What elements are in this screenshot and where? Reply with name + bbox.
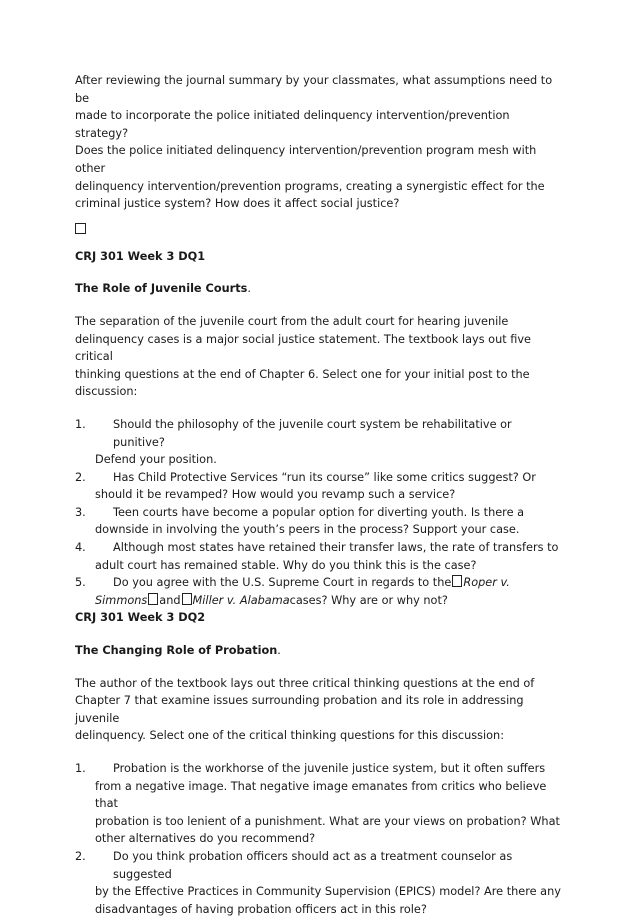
dq1-title: [75, 280, 565, 298]
item-number: 2.: [75, 849, 86, 863]
dq2-question-list: [75, 760, 565, 918]
item-text: probation is too lenient of a punishment. What are your views on probation? What: [95, 814, 560, 828]
item-number: 2.: [75, 470, 86, 484]
item-number: 3.: [75, 505, 86, 519]
dq1-title-period: .: [247, 282, 251, 296]
dq2-title-text: The Changing Role of Probation: [75, 644, 278, 658]
dq2-desc-line: delinquency. Select one of the critical thinking questions for this discussion:: [75, 729, 505, 743]
dq1-heading: CRJ 301 Week 3 DQ1: [75, 249, 206, 263]
dq2-description: [75, 675, 565, 745]
item-text: downside in involving the youth’s peers in the process? Support your case.: [95, 523, 520, 537]
item-number: 4.: [75, 541, 86, 555]
dq2-desc-line: Chapter 7 that examine issues surrounding probation and its role in addressing juvenile: [75, 694, 524, 725]
item-text: Although most states have retained their transfer laws, the rate of transfers to: [113, 541, 559, 555]
intro-paragraph: [75, 72, 565, 213]
item-number: 5.: [75, 576, 86, 590]
dq1-desc-line: delinquency cases is a major social justice statement. The textbook lays out five critical: [75, 332, 532, 364]
intro-line: After reviewing the journal summary by your classmates, what assumptions need to be: [75, 74, 553, 105]
item-text: Defend your position.: [95, 453, 217, 467]
intro-line: made to incorporate the police initiated delinquency intervention/prevention strategy?: [75, 109, 510, 140]
intro-line: criminal justice system? How does it affect social justice?: [75, 197, 400, 211]
item-text: Probation is the workhorse of the juvenile justice system, but it often suffers: [113, 762, 546, 775]
item-text: disadvantages of having probation officers act in this role?: [95, 902, 427, 916]
item-text: Teen courts have become a popular option for diverting youth. Is there a: [113, 505, 525, 519]
dq1-desc-line: The separation of the juvenile court from the adult court for hearing juvenile: [75, 314, 509, 328]
intro-line: Does the police initiated delinquency intervention/prevention program mesh with other: [75, 144, 537, 175]
dq2-heading: CRJ 301 Week 3 DQ2: [75, 611, 206, 625]
document-page: [75, 72, 565, 918]
missing-glyph-box-icon: [452, 575, 462, 587]
dq1-title-text: The Role of Juvenile Courts: [75, 282, 248, 296]
list-item: [75, 469, 565, 504]
case-roper-cont: Simmons: [95, 593, 148, 607]
list-item: [75, 848, 565, 918]
item-text: should it be revamped? How would you revamp such a service?: [95, 488, 456, 502]
list-item: [75, 539, 565, 574]
dq1-desc-line: thinking questions at the end of Chapter 6. Select one for your initial post to the: [75, 367, 530, 381]
item-number: 1.: [75, 762, 86, 775]
item-text: other alternatives do you recommend?: [95, 832, 316, 846]
dq2-title: [75, 642, 565, 660]
dq1-desc-line: discussion:: [75, 385, 138, 399]
missing-glyph-box-icon: [75, 221, 565, 248]
missing-glyph-box-icon: [182, 593, 192, 605]
item-text: Should the philosophy of the juvenile court system be rehabilitative or punitive?: [113, 417, 512, 449]
item-text: Do you think probation officers should act as a treatment counselor as suggested: [113, 849, 513, 881]
dq2-desc-line: The author of the textbook lays out three critical thinking questions at the end of: [75, 676, 535, 690]
list-item: [75, 760, 565, 848]
list-item: [75, 416, 565, 469]
item5-end: cases? Why are or why not?: [289, 593, 448, 607]
dq1-question-list: [75, 416, 565, 610]
item-text: adult court has remained stable. Why do you think this is the case?: [95, 558, 477, 572]
missing-glyph-box-icon: [148, 593, 158, 605]
item-text: by the Effective Practices in Community Supervision (EPICS) model? Are there any: [95, 885, 561, 899]
case-roper: Roper v.: [463, 576, 510, 590]
list-item: [75, 574, 565, 609]
item-number: 1.: [75, 417, 86, 431]
item5-text: Do you agree with the U.S. Supreme Court in regards to the: [113, 576, 452, 590]
item-text: [95, 574, 510, 592]
intro-line: delinquency intervention/prevention programs, creating a synergistic effect for the: [75, 179, 545, 193]
list-item: [75, 504, 565, 539]
item-text: from a negative image. That negative image emanates from critics who believe that: [95, 779, 547, 811]
dq2-title-period: .: [277, 644, 281, 658]
and-text: and: [159, 593, 181, 607]
dq1-description: [75, 313, 565, 401]
item-text: Has Child Protective Services “run its course” like some critics suggest? Or: [113, 470, 536, 484]
case-miller: Miller v. Alabama: [192, 593, 290, 607]
